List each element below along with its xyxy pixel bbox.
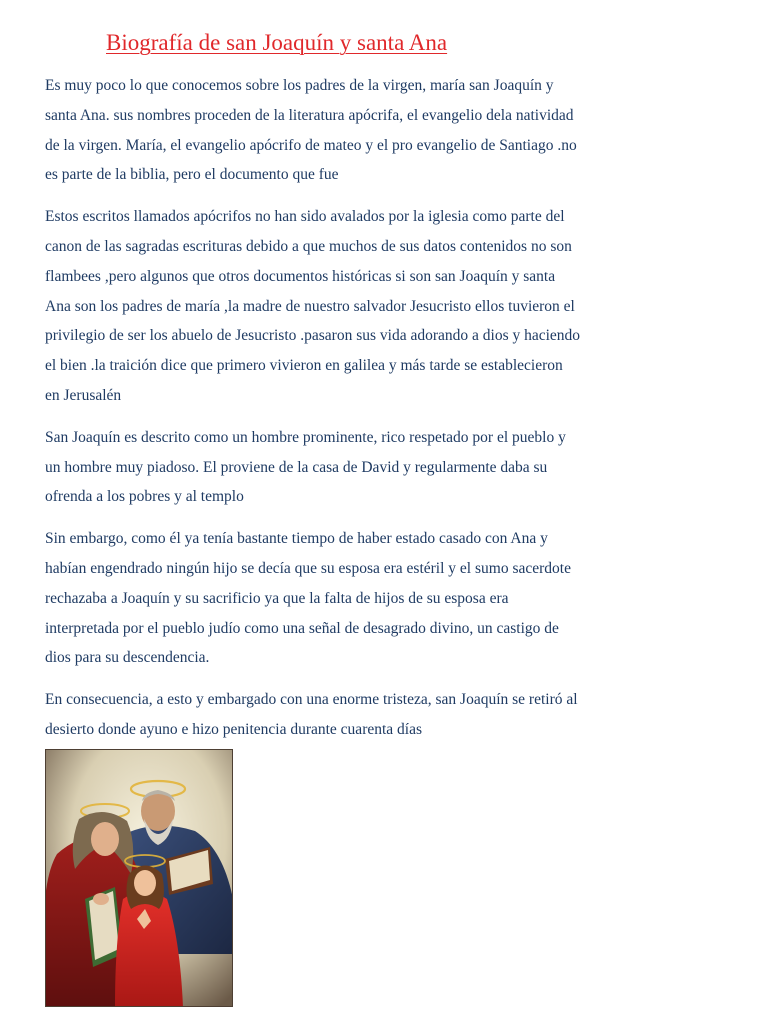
paragraph-2 (45, 202, 685, 411)
text-line: habían engendrado ningún hijo se decía que su esposa era estéril y el sumo sacerdote (45, 559, 571, 577)
text-line: Estos escritos llamados apócrifos no han sido avalados por la iglesia como parte del (45, 208, 565, 226)
text-line: Es muy poco lo que conocemos sobre los padres de la virgen, maría san Joaquín y (45, 77, 554, 94)
text-line: dios para su descendencia. (45, 649, 210, 667)
text-line: privilegio de ser los abuelo de Jesucristo .pasaron sus vida adorando a dios y haciendo (45, 327, 581, 345)
text-line: Sin embargo, como él ya tenía bastante tiempo de haber estado casado con Ana y (45, 530, 548, 548)
text-line: flambees ,pero algunos que otros documentos históricas si son san Joaquín y santa (45, 267, 556, 285)
text-line: San Joaquín es descrito como un hombre prominente, rico respetado por el pueblo y (45, 428, 566, 446)
text-line: interpretada por el pueblo judío como una señal de desagrado divino, un castigo de (45, 619, 559, 637)
paragraph-1 (45, 71, 685, 190)
text-line: santa Ana. sus nombres proceden de la literatura apócrifa, el evangelio dela natividad (45, 106, 574, 124)
text-line: Ana son los padres de maría ,la madre de nuestro salvador Jesucristo ellos tuvieron el (45, 297, 575, 315)
paragraph-3 (45, 423, 685, 512)
text-line: en Jerusalén (45, 386, 122, 404)
text-line: desierto donde ayuno e hizo penitencia durante cuarenta días (45, 720, 423, 738)
text-line: ofrenda a los pobres y al templo (45, 488, 244, 506)
text-line: rechazaba a Joaquín y su sacrificio ya que la falta de hijos de su esposa era (45, 589, 509, 607)
paragraph-4 (45, 524, 685, 673)
paragraph-5 (45, 685, 685, 745)
painting-illustration (45, 749, 233, 1007)
text-line: En consecuencia, a esto y embargado con una enorme tristeza, san Joaquín se retiró al (45, 691, 578, 709)
text-line: canon de las sagradas escrituras debido a que muchos de sus datos contenidos no son (45, 237, 572, 255)
holy-family-painting-icon (45, 749, 233, 1007)
text-line: de la virgen. María, el evangelio apócrifo de mateo y el pro evangelio de Santiago .no (45, 136, 577, 154)
document-body (45, 71, 685, 757)
text-line: un hombre muy piadoso. El proviene de la casa de David y regularmente daba su (45, 458, 548, 476)
document-title: Biografía de san Joaquín y santa Ana (106, 30, 448, 55)
text-line: el bien .la traición dice que primero vivieron en galilea y más tarde se establecieron (45, 357, 563, 375)
text-line: es parte de la biblia, pero el documento que fue (45, 166, 339, 184)
